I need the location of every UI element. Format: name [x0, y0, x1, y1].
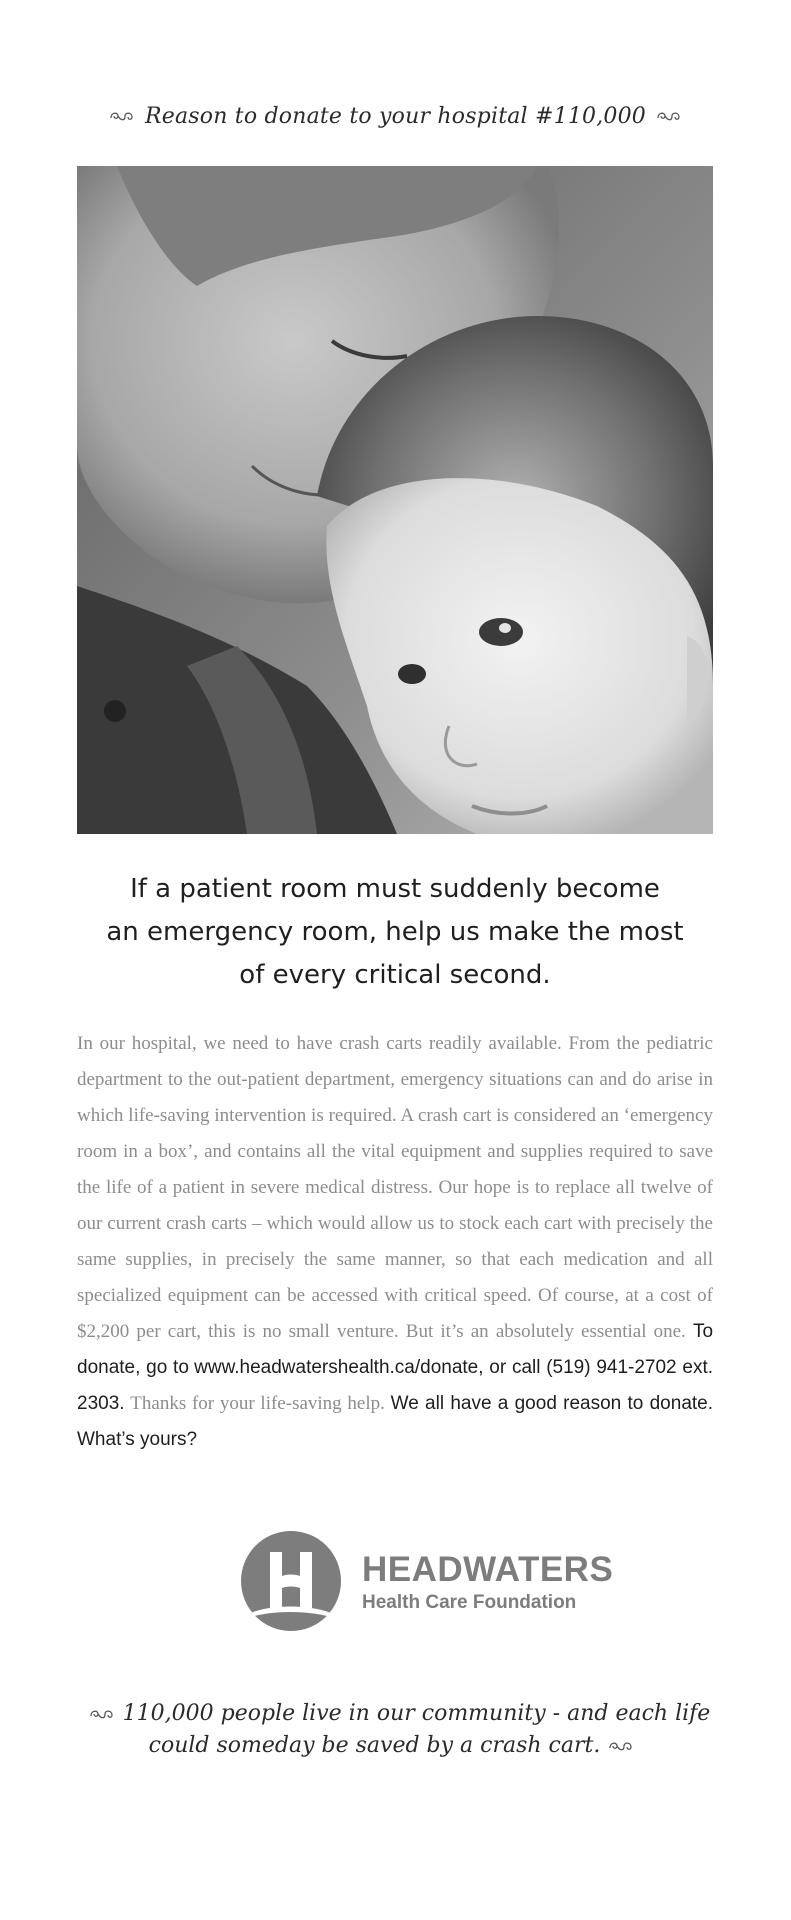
body-paragraph: In our hospital, we need to have crash carts readily available. From the pediatric department to the out-patient department, emergency situations can and do arise in which life-saving intervention is required. A crash cart is considered an ‘emergency room in a box’, and contains all the vital equipment and supplies required to save the life of a patient in severe medical distress. Our hope is to replace all twelve of our current crash carts – which would allow us to stock each cart with precisely the same supplies, in precisely the same manner, so that each medication and all specialized equipment can be accessed with critical speed. Of course, at a cost of $2,200 per cart, this is no small venture. But it’s an absolutely essential one. [77, 1033, 713, 1342]
headline-line: an emergency room, help us make the most [106, 917, 684, 947]
donate-link[interactable]: www.headwatershealth.ca/donate [194, 1357, 479, 1378]
swirl-ornament-icon [608, 1739, 634, 1753]
bottom-tagline [0, 1698, 791, 1762]
logo-subtitle: Health Care Foundation [362, 1592, 577, 1613]
father-and-child-photo [77, 166, 713, 834]
bottom-tagline-line [0, 1698, 791, 1730]
swirl-ornament-icon [656, 109, 682, 123]
headwaters-h-logo-icon [240, 1530, 342, 1632]
headline [77, 868, 713, 997]
headline-line: If a patient room must suddenly become [130, 874, 660, 904]
top-tagline [0, 103, 791, 129]
logo-name: HEADWATERS [362, 1550, 614, 1589]
thanks-text: Thanks for your life-saving help. [130, 1393, 385, 1414]
headwaters-logo [240, 1530, 614, 1640]
bottom-tagline-text: 110,000 people live in our community - and each life [122, 1701, 711, 1726]
body-copy [77, 1026, 713, 1458]
donate-prefix: To donate, go to [77, 1321, 714, 1378]
headline-line: of every critical second. [239, 960, 551, 990]
closing-text: We all have a good reason to donate. What’s yours? [77, 1393, 714, 1450]
top-tagline-text: Reason to donate to your hospital #110,000 [145, 103, 646, 129]
bottom-tagline-line [0, 1730, 791, 1762]
donate-phone: , or call (519) 941-2702 ext. 2303. [77, 1357, 713, 1414]
swirl-ornament-icon [89, 1707, 115, 1721]
swirl-ornament-icon [109, 109, 135, 123]
bottom-tagline-text: could someday be saved by a crash cart. [148, 1733, 601, 1758]
